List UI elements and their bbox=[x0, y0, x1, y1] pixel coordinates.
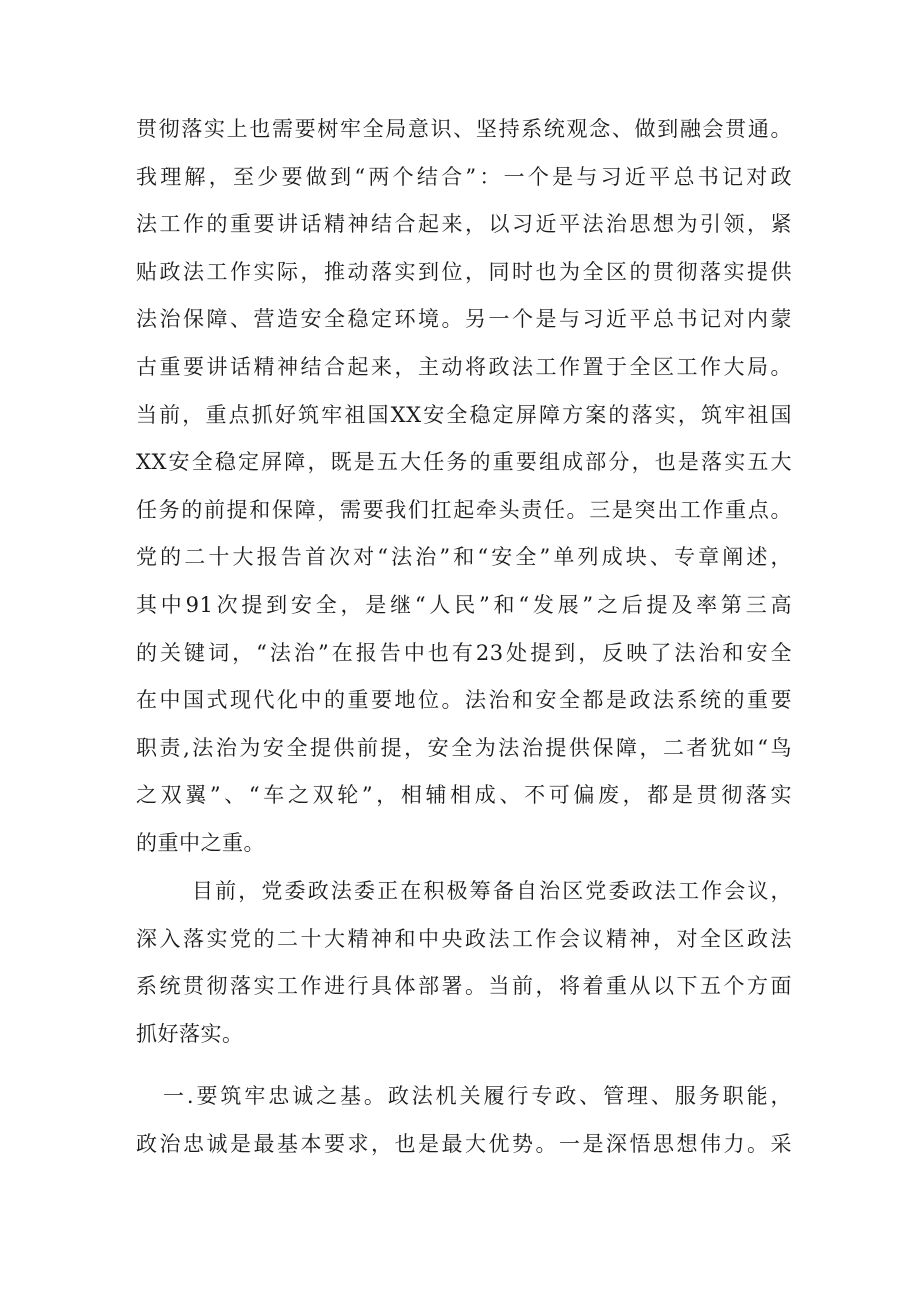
text-line: 古重要讲话精神结合起来，主动将政法工作置于全区工作大局。 bbox=[136, 354, 792, 379]
text-line: 职责,法治为安全提供前提，安全为法治提供保障，二者犹如“鸟 bbox=[136, 735, 792, 760]
text-line: 党的二十大报告首次对“法治”和“安全”单列成块、专章阐述， bbox=[136, 545, 792, 570]
paragraph-3 bbox=[136, 1073, 792, 1168]
text-line: 其中91次提到安全，是继“人民”和“发展”之后提及率第三高 bbox=[136, 592, 792, 617]
text-line: 的重中之重。 bbox=[136, 830, 265, 855]
text-line: 我理解，至少要做到“两个结合”：一个是与习近平总书记对政 bbox=[136, 164, 792, 189]
text-line: XX安全稳定屏障，既是五大任务的重要组成部分，也是落实五大 bbox=[136, 450, 792, 475]
text-line: 政治忠诚是最基本要求，也是最大优势。一是深悟思想伟力。采 bbox=[136, 1131, 792, 1156]
text-line: 贯彻落实上也需要树牢全局意识、坚持系统观念、做到融会贯通。 bbox=[136, 117, 792, 141]
text-line: 目前，党委政法委正在积极筹备自治区党委政法工作会议， bbox=[192, 879, 792, 903]
text-line: 法治保障、营造安全稳定环境。另一个是与习近平总书记对内蒙 bbox=[136, 307, 792, 332]
paragraph-1 bbox=[136, 106, 792, 868]
text-line: 当前，重点抓好筑牢祖国XX安全稳定屏障方案的落实，筑牢祖国 bbox=[136, 402, 792, 427]
text-line: 深入落实党的二十大精神和中央政法工作会议精神，对全区政法 bbox=[136, 926, 792, 951]
text-line: 抓好落实。 bbox=[136, 1021, 244, 1046]
text-line: 的关键词，“法治”在报告中也有23处提到，反映了法治和安全 bbox=[136, 640, 792, 665]
text-line: 之双翼”、“车之双轮”，相辅相成、不可偏废，都是贯彻落实 bbox=[136, 783, 792, 808]
text-line: 贴政法工作实际，推动落实到位，同时也为全区的贯彻落实提供 bbox=[136, 259, 792, 284]
text-line: 任务的前提和保障，需要我们扛起牵头责任。三是突出工作重点。 bbox=[136, 497, 792, 522]
paragraph-2 bbox=[136, 868, 792, 1058]
text-line: 在中国式现代化中的重要地位。法治和安全都是政法系统的重要 bbox=[136, 688, 792, 713]
text-line: 系统贯彻落实工作进行具体部署。当前，将着重从以下五个方面 bbox=[136, 974, 792, 999]
text-line: 一.要筑牢忠诚之基。政法机关履行专政、管理、服务职能， bbox=[163, 1084, 792, 1108]
text-line: 法工作的重要讲话精神结合起来，以习近平法治思想为引领，紧 bbox=[136, 212, 792, 237]
